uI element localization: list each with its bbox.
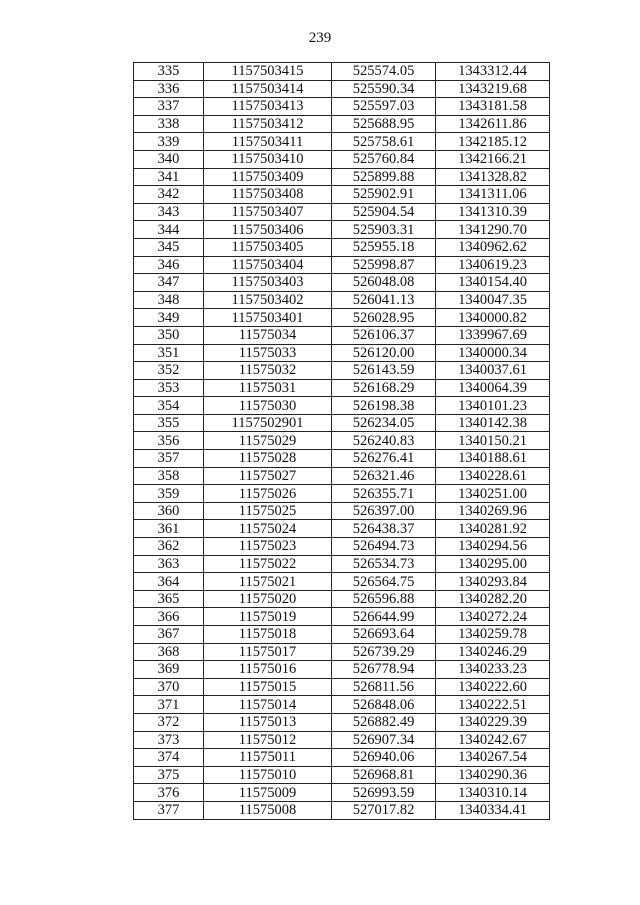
- x-coordinate-cell: 525574.05: [332, 63, 436, 81]
- point-id-cell: 11575014: [204, 696, 332, 714]
- x-coordinate-cell: 526494.73: [332, 538, 436, 556]
- point-id-cell: 11575028: [204, 450, 332, 468]
- x-coordinate-cell: 525758.61: [332, 133, 436, 151]
- point-id-cell: 11575020: [204, 590, 332, 608]
- y-coordinate-cell: 1340064.39: [436, 379, 550, 397]
- y-coordinate-cell: 1340269.96: [436, 502, 550, 520]
- point-id-cell: 11575023: [204, 538, 332, 556]
- row-index-cell: 377: [134, 801, 204, 819]
- x-coordinate-cell: 526739.29: [332, 643, 436, 661]
- row-index-cell: 364: [134, 573, 204, 591]
- table-row: [134, 784, 550, 802]
- x-coordinate-cell: 525597.03: [332, 98, 436, 116]
- y-coordinate-cell: 1340222.51: [436, 696, 550, 714]
- table-row: [134, 309, 550, 327]
- point-id-cell: 11575029: [204, 432, 332, 450]
- y-coordinate-cell: 1340295.00: [436, 555, 550, 573]
- x-coordinate-cell: 526240.83: [332, 432, 436, 450]
- row-index-cell: 363: [134, 555, 204, 573]
- y-coordinate-cell: 1340222.60: [436, 678, 550, 696]
- y-coordinate-cell: 1340281.92: [436, 520, 550, 538]
- table-row: [134, 678, 550, 696]
- x-coordinate-cell: 526198.38: [332, 397, 436, 415]
- point-id-cell: 11575016: [204, 661, 332, 679]
- point-id-cell: 1157503413: [204, 98, 332, 116]
- point-id-cell: 11575018: [204, 626, 332, 644]
- x-coordinate-cell: 526811.56: [332, 678, 436, 696]
- y-coordinate-cell: 1340229.39: [436, 713, 550, 731]
- x-coordinate-cell: 525903.31: [332, 221, 436, 239]
- point-id-cell: 11575022: [204, 555, 332, 573]
- table-row: [134, 432, 550, 450]
- point-id-cell: 1157503415: [204, 63, 332, 81]
- y-coordinate-cell: 1340246.29: [436, 643, 550, 661]
- x-coordinate-cell: 526564.75: [332, 573, 436, 591]
- point-id-cell: 1157503412: [204, 115, 332, 133]
- table-row: [134, 256, 550, 274]
- y-coordinate-cell: 1342185.12: [436, 133, 550, 151]
- table-row: [134, 63, 550, 81]
- x-coordinate-cell: 526693.64: [332, 626, 436, 644]
- x-coordinate-cell: 527017.82: [332, 801, 436, 819]
- point-id-cell: 11575015: [204, 678, 332, 696]
- x-coordinate-cell: 526596.88: [332, 590, 436, 608]
- table-row: [134, 555, 550, 573]
- x-coordinate-cell: 526321.46: [332, 467, 436, 485]
- table-row: [134, 326, 550, 344]
- point-id-cell: 1157503401: [204, 309, 332, 327]
- row-index-cell: 372: [134, 713, 204, 731]
- row-index-cell: 339: [134, 133, 204, 151]
- table-row: [134, 696, 550, 714]
- y-coordinate-cell: 1341328.82: [436, 168, 550, 186]
- point-id-cell: 1157503409: [204, 168, 332, 186]
- y-coordinate-cell: 1340294.56: [436, 538, 550, 556]
- table-row: [134, 397, 550, 415]
- row-index-cell: 340: [134, 150, 204, 168]
- y-coordinate-cell: 1340150.21: [436, 432, 550, 450]
- row-index-cell: 365: [134, 590, 204, 608]
- point-id-cell: 11575033: [204, 344, 332, 362]
- row-index-cell: 375: [134, 766, 204, 784]
- table-row: [134, 573, 550, 591]
- table-row: [134, 749, 550, 767]
- y-coordinate-cell: 1340242.67: [436, 731, 550, 749]
- y-coordinate-cell: 1340619.23: [436, 256, 550, 274]
- row-index-cell: 360: [134, 502, 204, 520]
- point-id-cell: 11575032: [204, 362, 332, 380]
- table-row: [134, 731, 550, 749]
- y-coordinate-cell: 1340047.35: [436, 291, 550, 309]
- table-row: [134, 80, 550, 98]
- point-id-cell: 1157502901: [204, 414, 332, 432]
- table-row: [134, 291, 550, 309]
- x-coordinate-cell: 526168.29: [332, 379, 436, 397]
- table-row: [134, 168, 550, 186]
- point-id-cell: 11575013: [204, 713, 332, 731]
- table-row: [134, 801, 550, 819]
- point-id-cell: 11575021: [204, 573, 332, 591]
- x-coordinate-cell: 526993.59: [332, 784, 436, 802]
- x-coordinate-cell: 525688.95: [332, 115, 436, 133]
- point-id-cell: 11575012: [204, 731, 332, 749]
- table-row: [134, 133, 550, 151]
- point-id-cell: 11575009: [204, 784, 332, 802]
- row-index-cell: 337: [134, 98, 204, 116]
- row-index-cell: 345: [134, 238, 204, 256]
- x-coordinate-cell: 525590.34: [332, 80, 436, 98]
- table-row: [134, 766, 550, 784]
- point-id-cell: 11575026: [204, 485, 332, 503]
- y-coordinate-cell: 1340334.41: [436, 801, 550, 819]
- x-coordinate-cell: 526778.94: [332, 661, 436, 679]
- table-row: [134, 608, 550, 626]
- row-index-cell: 358: [134, 467, 204, 485]
- y-coordinate-cell: 1340267.54: [436, 749, 550, 767]
- table-row: [134, 274, 550, 292]
- point-id-cell: 11575027: [204, 467, 332, 485]
- point-id-cell: 11575008: [204, 801, 332, 819]
- y-coordinate-cell: 1340310.14: [436, 784, 550, 802]
- point-id-cell: 11575031: [204, 379, 332, 397]
- row-index-cell: 362: [134, 538, 204, 556]
- x-coordinate-cell: 526106.37: [332, 326, 436, 344]
- row-index-cell: 373: [134, 731, 204, 749]
- y-coordinate-cell: 1340188.61: [436, 450, 550, 468]
- row-index-cell: 344: [134, 221, 204, 239]
- x-coordinate-cell: 526940.06: [332, 749, 436, 767]
- x-coordinate-cell: 526120.00: [332, 344, 436, 362]
- point-id-cell: 1157503406: [204, 221, 332, 239]
- y-coordinate-cell: 1342611.86: [436, 115, 550, 133]
- y-coordinate-cell: 1342166.21: [436, 150, 550, 168]
- point-id-cell: 11575019: [204, 608, 332, 626]
- row-index-cell: 359: [134, 485, 204, 503]
- y-coordinate-cell: 1340101.23: [436, 397, 550, 415]
- x-coordinate-cell: 525904.54: [332, 203, 436, 221]
- table-row: [134, 538, 550, 556]
- y-coordinate-cell: 1341290.70: [436, 221, 550, 239]
- table-row: [134, 203, 550, 221]
- row-index-cell: 350: [134, 326, 204, 344]
- x-coordinate-cell: 525902.91: [332, 186, 436, 204]
- point-id-cell: 1157503402: [204, 291, 332, 309]
- row-index-cell: 370: [134, 678, 204, 696]
- table-row: [134, 150, 550, 168]
- row-index-cell: 341: [134, 168, 204, 186]
- x-coordinate-cell: 526438.37: [332, 520, 436, 538]
- point-id-cell: 11575034: [204, 326, 332, 344]
- table-body: [134, 63, 550, 820]
- row-index-cell: 369: [134, 661, 204, 679]
- point-id-cell: 1157503408: [204, 186, 332, 204]
- x-coordinate-cell: 525760.84: [332, 150, 436, 168]
- point-id-cell: 11575025: [204, 502, 332, 520]
- table-row: [134, 467, 550, 485]
- row-index-cell: 367: [134, 626, 204, 644]
- row-index-cell: 366: [134, 608, 204, 626]
- point-id-cell: 1157503410: [204, 150, 332, 168]
- point-id-cell: 11575017: [204, 643, 332, 661]
- row-index-cell: 342: [134, 186, 204, 204]
- point-id-cell: 11575024: [204, 520, 332, 538]
- table-row: [134, 221, 550, 239]
- table-row: [134, 520, 550, 538]
- x-coordinate-cell: 525899.88: [332, 168, 436, 186]
- x-coordinate-cell: 526041.13: [332, 291, 436, 309]
- page-number: 239: [308, 30, 332, 46]
- row-index-cell: 338: [134, 115, 204, 133]
- y-coordinate-cell: 1340272.24: [436, 608, 550, 626]
- x-coordinate-cell: 526882.49: [332, 713, 436, 731]
- row-index-cell: 354: [134, 397, 204, 415]
- y-coordinate-cell: 1341311.06: [436, 186, 550, 204]
- y-coordinate-cell: 1340000.82: [436, 309, 550, 327]
- point-id-cell: 11575011: [204, 749, 332, 767]
- row-index-cell: 355: [134, 414, 204, 432]
- y-coordinate-cell: 1340037.61: [436, 362, 550, 380]
- x-coordinate-cell: 526355.71: [332, 485, 436, 503]
- row-index-cell: 361: [134, 520, 204, 538]
- point-id-cell: 1157503407: [204, 203, 332, 221]
- x-coordinate-cell: 526968.81: [332, 766, 436, 784]
- y-coordinate-cell: 1340142.38: [436, 414, 550, 432]
- x-coordinate-cell: 526907.34: [332, 731, 436, 749]
- point-id-cell: 11575010: [204, 766, 332, 784]
- table-row: [134, 344, 550, 362]
- row-index-cell: 368: [134, 643, 204, 661]
- point-id-cell: 1157503404: [204, 256, 332, 274]
- row-index-cell: 335: [134, 63, 204, 81]
- table-row: [134, 186, 550, 204]
- x-coordinate-cell: 526028.95: [332, 309, 436, 327]
- row-index-cell: 357: [134, 450, 204, 468]
- y-coordinate-cell: 1340293.84: [436, 573, 550, 591]
- x-coordinate-cell: 526534.73: [332, 555, 436, 573]
- y-coordinate-cell: 1340233.23: [436, 661, 550, 679]
- y-coordinate-cell: 1340962.62: [436, 238, 550, 256]
- y-coordinate-cell: 1343219.68: [436, 80, 550, 98]
- table-row: [134, 643, 550, 661]
- x-coordinate-cell: 526397.00: [332, 502, 436, 520]
- table-row: [134, 590, 550, 608]
- coordinates-table: [133, 62, 550, 820]
- x-coordinate-cell: 526048.08: [332, 274, 436, 292]
- y-coordinate-cell: 1340000.34: [436, 344, 550, 362]
- y-coordinate-cell: 1343312.44: [436, 63, 550, 81]
- table-row: [134, 713, 550, 731]
- row-index-cell: 336: [134, 80, 204, 98]
- x-coordinate-cell: 525955.18: [332, 238, 436, 256]
- point-id-cell: 1157503414: [204, 80, 332, 98]
- row-index-cell: 356: [134, 432, 204, 450]
- point-id-cell: 1157503403: [204, 274, 332, 292]
- x-coordinate-cell: 526276.41: [332, 450, 436, 468]
- row-index-cell: 349: [134, 309, 204, 327]
- table-row: [134, 98, 550, 116]
- x-coordinate-cell: 526644.99: [332, 608, 436, 626]
- y-coordinate-cell: 1340259.78: [436, 626, 550, 644]
- y-coordinate-cell: 1340228.61: [436, 467, 550, 485]
- point-id-cell: 1157503405: [204, 238, 332, 256]
- x-coordinate-cell: 525998.87: [332, 256, 436, 274]
- table-row: [134, 502, 550, 520]
- x-coordinate-cell: 526234.05: [332, 414, 436, 432]
- row-index-cell: 376: [134, 784, 204, 802]
- y-coordinate-cell: 1340282.20: [436, 590, 550, 608]
- table-row: [134, 661, 550, 679]
- y-coordinate-cell: 1340290.36: [436, 766, 550, 784]
- y-coordinate-cell: 1340154.40: [436, 274, 550, 292]
- row-index-cell: 352: [134, 362, 204, 380]
- row-index-cell: 371: [134, 696, 204, 714]
- x-coordinate-cell: 526143.59: [332, 362, 436, 380]
- row-index-cell: 347: [134, 274, 204, 292]
- table-row: [134, 626, 550, 644]
- row-index-cell: 351: [134, 344, 204, 362]
- row-index-cell: 348: [134, 291, 204, 309]
- table-row: [134, 485, 550, 503]
- row-index-cell: 346: [134, 256, 204, 274]
- table-row: [134, 362, 550, 380]
- table-row: [134, 238, 550, 256]
- y-coordinate-cell: 1341310.39: [436, 203, 550, 221]
- y-coordinate-cell: 1340251.00: [436, 485, 550, 503]
- table-row: [134, 379, 550, 397]
- table-row: [134, 115, 550, 133]
- point-id-cell: 11575030: [204, 397, 332, 415]
- table-row: [134, 414, 550, 432]
- x-coordinate-cell: 526848.06: [332, 696, 436, 714]
- point-id-cell: 1157503411: [204, 133, 332, 151]
- row-index-cell: 353: [134, 379, 204, 397]
- row-index-cell: 343: [134, 203, 204, 221]
- y-coordinate-cell: 1343181.58: [436, 98, 550, 116]
- y-coordinate-cell: 1339967.69: [436, 326, 550, 344]
- table-row: [134, 450, 550, 468]
- row-index-cell: 374: [134, 749, 204, 767]
